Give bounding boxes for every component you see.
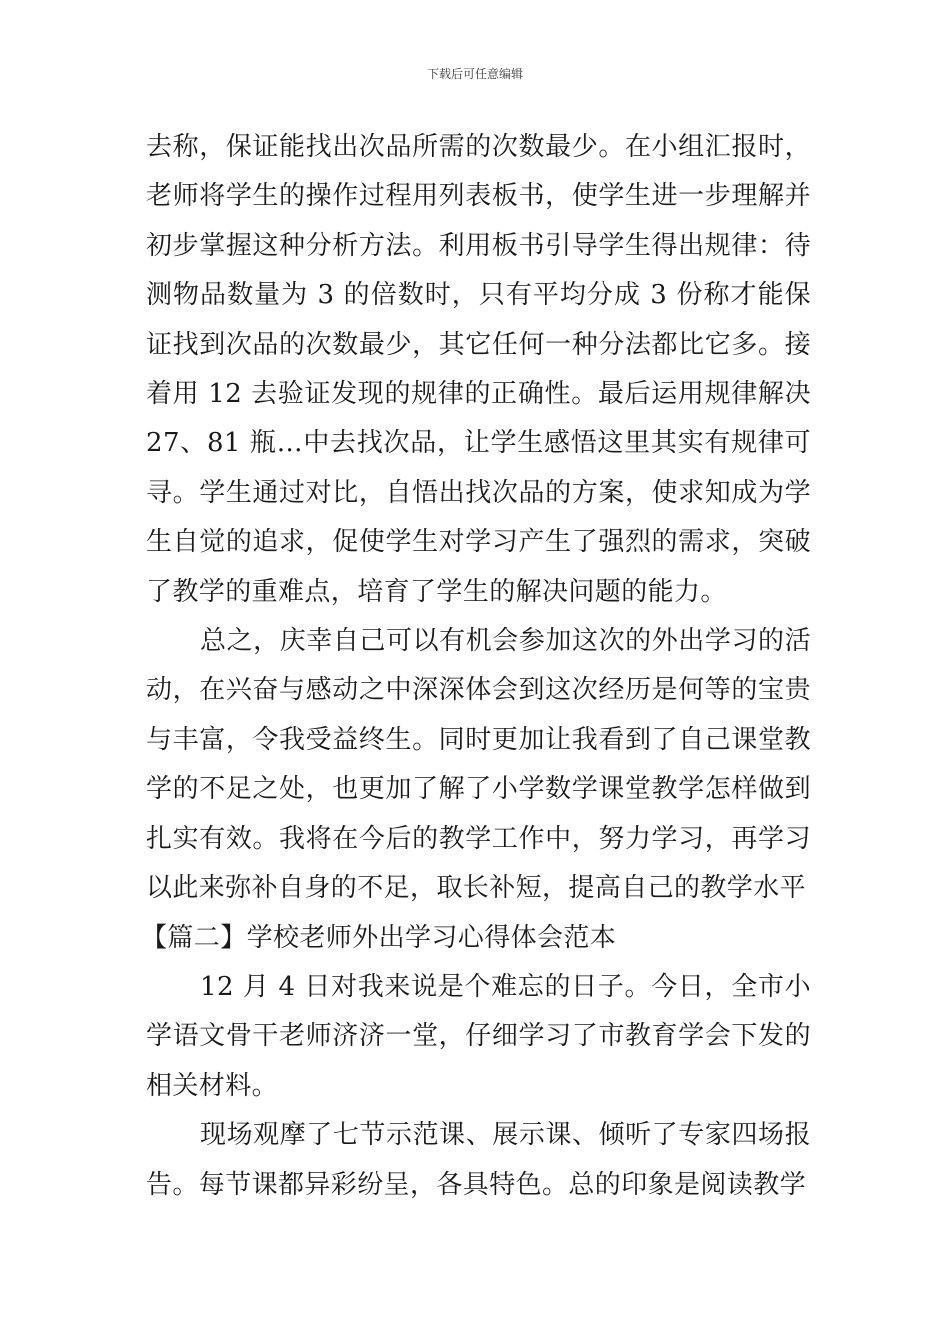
page-header: 下载后可任意编辑 [426, 67, 523, 81]
paragraph: 现场观摩了七节示范课、展示课、倾听了专家四场报告。每节课都异彩纷呈，各具特色。总的印象是阅读教学 [146, 1120, 811, 1200]
paragraph: 12 月 4 日对我来说是个难忘的日子。今日，全市小学语文骨干老师济济一堂，仔细学习了市教育学会下发的相关材料。 [146, 971, 811, 1101]
paragraph: 去称，保证能找出次品所需的次数最少。在小组汇报时，老师将学生的操作过程用列表板书，使学生进一步理解并初步掌握这种分析方法。利用板书引导学生得出规律：待测物品数量为 3 的倍数时，只有平均分成 3 份称才能保证找到次品的次数最少，其它任何一种分法都比它多。接着用 12 去验证发现的规律的正确性。最后运用规律解决 27、81 瓶…中去找次品，让学生感悟这里其实有规律可寻。学生通过对比，自悟出找次品的方案，使求知成为学生自觉的追求，促使学生对学习产生了强烈的需求，突破了教学的重难点，培育了学生的解决问题的能力。 [146, 132, 811, 607]
document-body [141, 123, 811, 1210]
paragraph: 总之，庆幸自己可以有机会参加这次的外出学习的活动，在兴奋与感动之中深深体会到这次经历是何等的宝贵与丰富，令我受益终生。同时更加让我看到了自己课堂教学的不足之处，也更加了解了小学数学课堂教学怎样做到扎实有效。我将在今后的教学工作中，努力学习，再学习以此来弥补自身的不足，取长补短，提高自己的教学水平 [146, 626, 811, 904]
section-heading: 【篇二】学校老师外出学习心得体会范本 [141, 922, 617, 953]
